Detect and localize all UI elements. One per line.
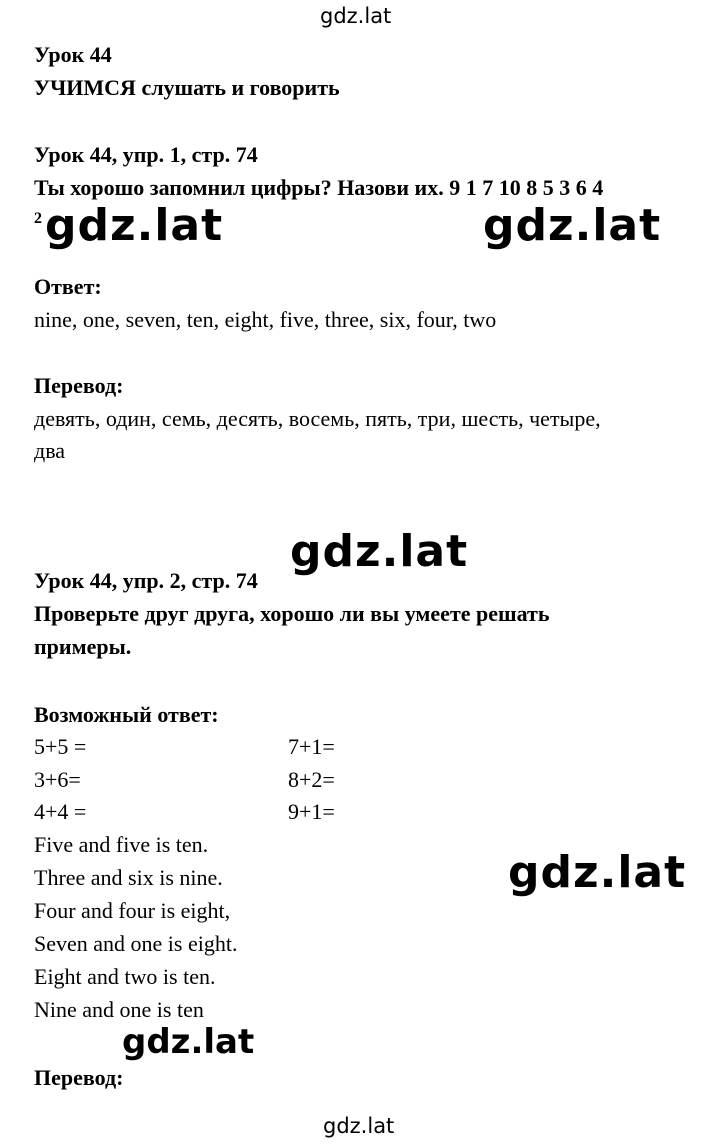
exercise2-title: Урок 44, упр. 2, стр. 74 xyxy=(34,568,258,593)
sum-right: 9+1= xyxy=(288,799,335,824)
exercise2-task-line2: примеры. xyxy=(34,634,132,659)
sentence: Three and six is nine. xyxy=(34,865,223,890)
lesson-topic: УЧИМСЯ слушать и говорить xyxy=(34,75,340,100)
exercise1-answer-label: Ответ: xyxy=(34,274,102,299)
sentence: Five and five is ten. xyxy=(34,832,209,857)
watermark-4: gdz.lat xyxy=(508,847,687,898)
sentence: Nine and one is ten xyxy=(34,997,204,1017)
sentence: Seven and one is eight. xyxy=(34,931,238,956)
sum-left: 3+6= xyxy=(34,767,81,792)
watermark-1: gdz.lat xyxy=(45,200,224,251)
watermark-5: gdz.lat xyxy=(122,1022,255,1062)
sum-left: 4+4 = xyxy=(34,799,87,824)
watermark-top: gdz.lat xyxy=(320,4,392,28)
sum-right: 8+2= xyxy=(288,767,335,792)
sum-left: 5+5 = xyxy=(34,734,87,759)
lesson-title: Урок 44 xyxy=(34,42,112,67)
exercise1-title: Урок 44, упр. 1, стр. 74 xyxy=(34,142,258,167)
watermark-bottom: gdz.lat xyxy=(323,1114,395,1138)
exercise1-task-tail: 2 xyxy=(34,210,42,227)
exercise1-translation-line2: два xyxy=(34,438,66,463)
sum-right: 7+1= xyxy=(288,734,335,759)
sentence: Eight and two is ten. xyxy=(34,964,216,989)
sentence: Four and four is eight, xyxy=(34,898,231,923)
exercise2-task-line1: Проверьте друг друга, хорошо ли вы умеете решать xyxy=(34,601,550,626)
exercise1-task: Ты хорошо запомнил цифры? Назови их. 9 1 7 10 8 5 3 6 4 xyxy=(34,175,604,200)
exercise1-answer: nine, one, seven, ten, eight, five, three, six, four, two xyxy=(34,307,497,332)
exercise2-answer-label: Возможный ответ: xyxy=(34,702,219,727)
exercise1-translation-label: Перевод: xyxy=(34,373,124,398)
watermark-2: gdz.lat xyxy=(483,200,662,251)
exercise1-translation-line1: девять, один, семь, десять, восемь, пять, три, шесть, четыре, xyxy=(34,406,601,431)
watermark-3: gdz.lat xyxy=(290,526,469,577)
exercise2-translation-label: Перевод: xyxy=(34,1065,124,1090)
